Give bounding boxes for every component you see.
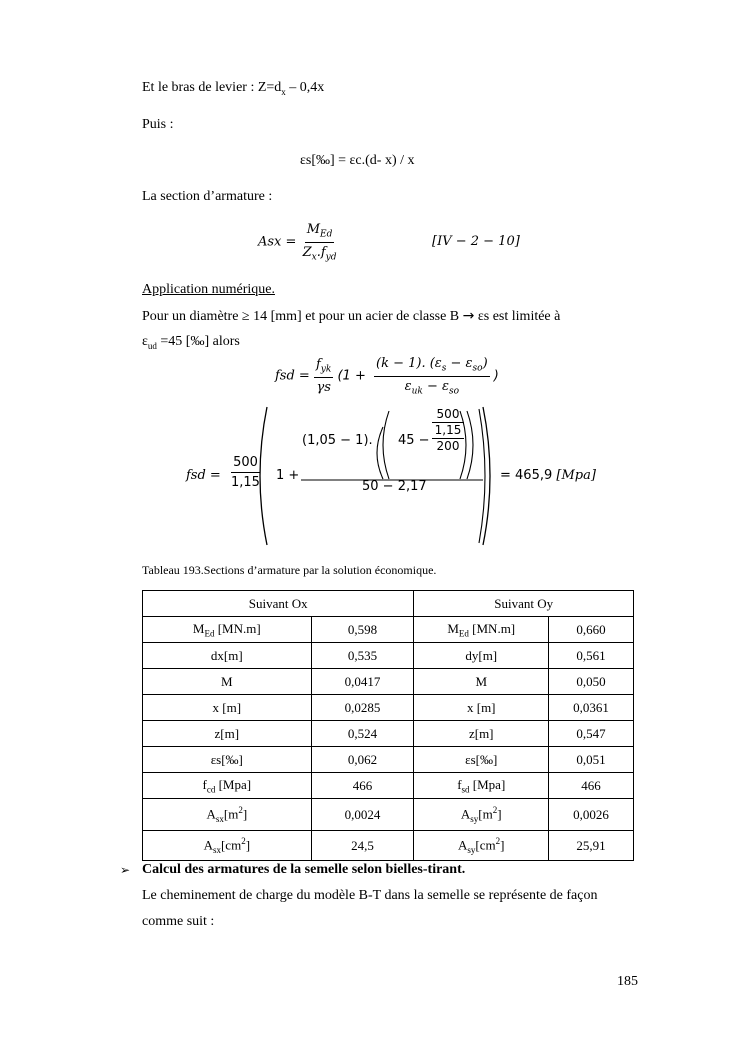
one-plus: 1 + <box>276 468 300 483</box>
row-label: $A_{sx}[cm^2]$ <box>143 831 312 861</box>
row-label: x [m] <box>143 695 312 721</box>
table-row <box>143 747 634 773</box>
row-label: x [m] <box>414 695 549 721</box>
reinforcement-table <box>142 590 634 861</box>
row-value: 466 <box>549 773 634 799</box>
row-value: 0,561 <box>549 643 634 669</box>
row-label: εs[‰] <box>143 747 312 773</box>
paragraph-line-1: Le cheminement de charge du modèle B-T dans la semelle se représente de façon <box>142 888 598 903</box>
row-label: dx[m] <box>143 643 312 669</box>
row-value: 0,0026 <box>549 799 634 831</box>
then-line: Puis : <box>142 117 174 132</box>
denominator: 50 − 2,17 <box>362 479 427 494</box>
row-label: z[m] <box>414 721 549 747</box>
row-label: $A_{sx}[m^2]$ <box>143 799 312 831</box>
row-label: $A_{sy}[cm^2]$ <box>414 831 549 861</box>
row-value: 0,547 <box>549 721 634 747</box>
row-label: $M_{Ed}$ [MN.m] <box>143 617 312 643</box>
table-caption: Tableau 193.Sections d’armature par la solution économique. <box>142 563 437 577</box>
lever-arm-line: Et le bras de levier : $Z=d_x - 0,4x$ <box>142 80 325 97</box>
section-intro: La section d’armature : <box>142 189 273 204</box>
header-oy: Suivant Oy <box>414 591 634 617</box>
row-value: 0,535 <box>311 643 414 669</box>
coefficient-fraction: $\frac{500}{1,15}$ <box>231 455 260 490</box>
asx-formula: Asx = $\frac{M_{Ed}}{Z_x.f_{yd}}$ <box>258 222 337 263</box>
bullet-arrow-icon: ➢ <box>120 863 131 877</box>
table-row <box>143 773 634 799</box>
table-row <box>143 721 634 747</box>
row-label: dy[m] <box>414 643 549 669</box>
row-label: $M_{Ed}$ [MN.m] <box>414 617 549 643</box>
table-row <box>143 669 634 695</box>
row-label: z[m] <box>143 721 312 747</box>
row-label: $f_{cd}$ [Mpa] <box>143 773 312 799</box>
table-row <box>143 799 634 831</box>
row-label: Μ <box>143 669 312 695</box>
forty-five-term: 45 − <box>398 433 430 448</box>
row-label: Μ <box>414 669 549 695</box>
row-value: 0,0024 <box>311 799 414 831</box>
row-value: 466 <box>311 773 414 799</box>
row-value: 0,062 <box>311 747 414 773</box>
fsd-result: = 465,9 [Mpa] <box>500 468 596 483</box>
factor-term: (1,05 − 1). <box>302 433 373 448</box>
row-value: 24,5 <box>311 831 414 861</box>
nested-fraction: 500 1,15 200 <box>432 407 464 454</box>
strain-formula: εs[‰] = εc.(d- x) / x <box>300 153 415 168</box>
fsd-general-formula: fsd = $\frac{f_{yk}}{\gamma s}$ (1 + $\frac{(k - 1). (\varepsilon_s - \varepsilon_{so})}{\varepsilon_{uk} - \varepsilon_{so}}$ ) <box>275 356 499 397</box>
table-row <box>143 617 634 643</box>
row-label: $A_{sy}[m^2]$ <box>414 799 549 831</box>
row-value: 0,0361 <box>549 695 634 721</box>
equation-reference: [IV − 2 − 10] <box>432 234 520 249</box>
row-value: 0,0285 <box>311 695 414 721</box>
table-row <box>143 695 634 721</box>
row-value: 0,050 <box>549 669 634 695</box>
row-label: $f_{sd}$ [Mpa] <box>414 773 549 799</box>
application-line-1: Pour un diamètre ≥ 14 [mm] et pour un acier de classe B → εs est limitée à <box>142 308 561 324</box>
row-value: 0,051 <box>549 747 634 773</box>
row-value: 0,598 <box>311 617 414 643</box>
row-value: 0,524 <box>311 721 414 747</box>
row-value: 0,660 <box>549 617 634 643</box>
table-row <box>143 831 634 861</box>
fsd-numeric-lhs: fsd = <box>186 468 221 483</box>
row-label: εs[‰] <box>414 747 549 773</box>
header-ox: Suivant Ox <box>143 591 414 617</box>
table-header-row <box>143 591 634 617</box>
application-line-2: $\varepsilon_{ud} =45$ [‰] alors <box>142 334 240 351</box>
arrow-icon: → <box>462 308 475 324</box>
bullet-title: Calcul des armatures de la semelle selon bielles-tirant. <box>142 862 466 877</box>
table-row <box>143 643 634 669</box>
row-value: 25,91 <box>549 831 634 861</box>
row-value: 0,0417 <box>311 669 414 695</box>
application-title: Application numérique. <box>142 282 275 297</box>
paragraph-line-2: comme suit : <box>142 914 215 929</box>
page-number: 185 <box>617 974 638 989</box>
